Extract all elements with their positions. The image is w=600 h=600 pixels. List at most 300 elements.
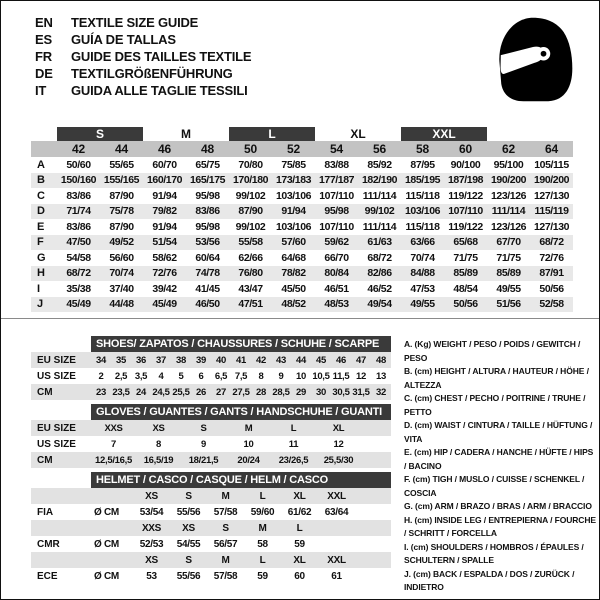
subtable-value-cell: 24,5	[151, 384, 171, 400]
language-code: DE	[35, 66, 53, 81]
measurement-value-cell: 83/86	[186, 204, 229, 220]
measurement-value-cell: 68/72	[367, 251, 392, 264]
language-code: ES	[35, 32, 52, 47]
measurement-value-cell: 99/102	[235, 189, 266, 202]
measurement-row-label: B	[31, 173, 57, 189]
measurement-value-cell: 105/115	[534, 158, 569, 171]
helmet-size-cell: M	[207, 552, 244, 568]
subtable-value-cell: 4	[158, 370, 164, 382]
measurement-value-cell: 70/74	[410, 251, 435, 264]
measurement-value-cell: 66/70	[324, 251, 349, 264]
helmet-value-cell: 54/55	[176, 538, 201, 550]
measurement-row	[31, 219, 573, 235]
subtable-row-label: EU SIZE	[31, 352, 91, 368]
subtable-value-cell: 31,5	[351, 384, 371, 400]
measurement-value-cell: 182/190	[358, 173, 401, 189]
helmet-size-cell: L	[281, 520, 318, 536]
measurement-value-cell: 85/89	[444, 266, 487, 282]
measurement-value-cell: 56/60	[109, 251, 134, 264]
helmet-size-cell	[318, 520, 355, 536]
measurement-value-cell: 64/68	[281, 251, 306, 264]
helmet-value-cell: 57/58	[213, 506, 238, 518]
textile-size-table	[31, 127, 573, 312]
measurement-value-cell: 60/64	[195, 251, 220, 264]
subtable-value-cell: 35	[111, 352, 131, 368]
unit-label: Ø CM	[94, 570, 119, 582]
numeric-size-cell: 64	[530, 141, 573, 157]
subtable-value-cell: 48	[371, 352, 391, 368]
subtable-value-cell: 32	[371, 384, 391, 400]
measurement-value-cell: 99/102	[235, 220, 266, 233]
measurement-value-cell: 46/52	[367, 282, 392, 295]
language-row	[35, 82, 251, 99]
measurement-value-cell: 45/49	[143, 297, 186, 313]
subtable-value-cell: 38	[171, 352, 191, 368]
helmet-value-cell: 55/56	[176, 570, 201, 582]
helmet-value-cell: 58	[257, 538, 268, 550]
measurement-value-cell: 107/110	[444, 204, 487, 220]
measurement-legend	[404, 338, 597, 595]
measurement-value-cell: 49/55	[401, 297, 444, 313]
helmet-value-cell: 63/64	[324, 506, 349, 518]
subtable-label-spacer	[31, 488, 91, 504]
subtable-value-cell: 23,5	[111, 384, 131, 400]
subtable-label-spacer	[31, 336, 91, 352]
subtable-title-bar: GLOVES / GUANTES / GANTS / HANDSCHUHE / GUANTI	[91, 404, 391, 420]
numeric-size-cell: 46	[143, 141, 186, 157]
measurement-value-cell: 83/88	[324, 158, 349, 171]
language-code: IT	[35, 83, 47, 98]
measurement-value-cell: 111/114	[362, 220, 397, 233]
subtable-value-cell: M	[226, 420, 271, 436]
measurement-value-cell: 107/110	[319, 220, 354, 233]
measurement-row	[31, 297, 573, 313]
legend-item: H. (cm) INSIDE LEG / ENTREPIERNA / FOURCHE / SCHRITT / FORCELLA	[404, 514, 596, 538]
subtable-title-bar: SHOES/ ZAPATOS / CHAUSSURES / SCHUHE / SCARPE	[91, 336, 391, 352]
helmet-size-cell: M	[207, 488, 244, 504]
helmet-value-cell: 57/58	[213, 570, 238, 582]
measurement-value-cell: 57/60	[272, 235, 315, 251]
measurement-value-cell: 111/114	[487, 204, 530, 220]
helmet-value-cell: 59	[257, 570, 268, 582]
measurement-value-cell: 119/122	[448, 220, 483, 233]
measurement-value-cell: 78/82	[272, 266, 315, 282]
size-band: S	[57, 127, 143, 141]
subtable-row-label: EU SIZE	[31, 420, 91, 436]
measurement-value-cell: 160/170	[143, 173, 186, 189]
legend-item: E. (cm) HIP / CADERA / HANCHE / HÜFTE / HIPS / BACINO	[404, 447, 594, 471]
subtable-value-cell: 36	[131, 352, 151, 368]
measurement-value-cell: 47/50	[57, 235, 100, 251]
measurement-value-cell: 83/86	[66, 220, 91, 233]
subtable-value-cell: XS	[136, 420, 181, 436]
subtable-row	[31, 368, 391, 384]
language-row	[35, 48, 251, 65]
measurement-row-label: A	[37, 158, 45, 171]
unit-label: Ø CM	[94, 538, 119, 550]
helmet-value-cell: 55/56	[176, 506, 201, 518]
language-label: TEXTILE SIZE GUIDE	[71, 15, 199, 30]
measurement-value-cell: 48/53	[315, 297, 358, 313]
subtable-value-cell: XXS	[91, 420, 136, 436]
subtable-value-cell: 8	[156, 438, 161, 450]
language-title-block	[35, 14, 251, 99]
language-code: FR	[35, 49, 52, 64]
measurement-row-label: E	[37, 220, 45, 233]
helmet-size-row	[31, 520, 391, 536]
measurement-value-cell: 51/56	[487, 297, 530, 313]
filler-cell	[361, 436, 391, 452]
subtable-value-cell: 23	[91, 384, 111, 400]
filler-cell	[355, 568, 391, 584]
filler-cell	[355, 520, 391, 536]
subtable-value-cell: 24	[131, 384, 151, 400]
measurement-value-cell: 70/80	[238, 158, 263, 171]
measurement-value-cell: 115/119	[530, 204, 573, 220]
measurement-row-label: F	[31, 235, 57, 251]
measurement-value-cell: 76/80	[229, 266, 272, 282]
size-band	[31, 127, 57, 141]
helmet-value-cell: 53	[146, 570, 157, 582]
size-band: XL	[350, 127, 366, 141]
legend-item: G. (cm) ARM / BRAZO / BRAS / ARM / BRACCIO	[404, 501, 592, 511]
measurement-value-cell: 45/49	[57, 297, 100, 313]
measurement-value-cell: 95/100	[493, 158, 524, 171]
measurement-value-cell: 150/160	[57, 173, 100, 189]
measurement-row	[31, 281, 573, 297]
subtable-value-cell: S	[181, 420, 226, 436]
legend-item: J. (cm) BACK / ESPALDA / DOS / ZURÜCK / INDIETRO	[404, 568, 575, 592]
subtable-label-spacer	[31, 404, 91, 420]
language-label: GUIDA ALLE TAGLIE TESSILI	[71, 83, 248, 98]
measurement-value-cell: 49/52	[100, 235, 143, 251]
legend-item: C. (cm) CHEST / PECHO / POITRINE / TRUHE / PETTO	[404, 393, 586, 417]
measurement-value-cell: 123/126	[490, 220, 527, 233]
main-table-head	[31, 127, 573, 157]
measurement-value-cell: 68/72	[530, 235, 573, 251]
subtable-label-spacer	[31, 552, 91, 568]
measurement-value-cell: 99/102	[358, 204, 401, 220]
helmet-size-cell: XS	[133, 488, 170, 504]
measurement-row	[31, 250, 573, 266]
measurement-value-cell: 72/76	[143, 266, 186, 282]
unit-spacer	[91, 552, 133, 568]
numeric-size-cell: 60	[444, 141, 487, 157]
measurement-value-cell: 59/62	[315, 235, 358, 251]
helmet-value-row	[31, 568, 391, 584]
legend-item: D. (cm) WAIST / CINTURA / TAILLE / HÜFTUNG / VITA	[404, 420, 593, 444]
helmet-value-row	[31, 504, 391, 520]
subtable-value-cell: 37	[151, 352, 171, 368]
measurement-value-cell: 103/106	[401, 204, 444, 220]
numeric-size-cell: 52	[272, 141, 315, 157]
standard-label: CMR	[31, 536, 91, 552]
measurement-value-cell: 80/84	[315, 266, 358, 282]
helmet-size-cell: XXL	[318, 488, 355, 504]
measurement-value-cell: 39/42	[152, 282, 177, 295]
unit-spacer	[91, 488, 133, 504]
measurement-value-cell: 79/82	[143, 204, 186, 220]
subtable-value-cell: 16,5/19	[136, 452, 181, 468]
numeric-size-cell: 54	[315, 141, 358, 157]
measurement-value-cell: 45/50	[281, 282, 306, 295]
measurement-value-cell: 165/175	[186, 173, 229, 189]
helmet-value-row	[31, 536, 391, 552]
subtable-label-spacer	[31, 472, 91, 488]
measurement-value-cell: 44/48	[100, 297, 143, 313]
subtable-value-cell: 18/21,5	[181, 452, 226, 468]
numeric-size-cell: 44	[100, 141, 143, 157]
subtable-value-cell: 27	[211, 384, 231, 400]
filler-cell	[361, 420, 391, 436]
measurement-value-cell: 127/130	[533, 189, 570, 202]
subtable-value-cell: 28,5	[271, 384, 291, 400]
measurement-value-cell: 52/58	[530, 297, 573, 313]
numeric-size-cell: 56	[358, 141, 401, 157]
measurement-value-cell: 43/47	[238, 282, 263, 295]
helmet-size-cell: XL	[281, 488, 318, 504]
numeric-size-cell: 42	[57, 141, 100, 157]
language-label: TEXTILGRÖßENFÜHRUNG	[71, 66, 233, 81]
subtable-value-cell: XL	[316, 420, 361, 436]
subtable-value-cell: 3,5	[134, 370, 148, 382]
subtable-value-cell: 9	[278, 370, 284, 382]
measurement-row	[31, 235, 573, 251]
subtable-value-cell: 12,5/16,5	[91, 452, 136, 468]
measurement-row-label: J	[31, 297, 57, 313]
measurement-value-cell: 91/94	[152, 189, 177, 202]
measurement-value-cell: 115/118	[405, 220, 440, 233]
helmet-value-cell: 61	[331, 570, 342, 582]
subtable-title-row	[31, 336, 391, 352]
subtable-value-cell: 26	[191, 384, 211, 400]
measurement-row	[31, 157, 573, 173]
measurement-value-cell: 50/60	[66, 158, 91, 171]
subtable-row-label: US SIZE	[31, 368, 91, 384]
filler-cell	[355, 536, 391, 552]
measurement-value-cell: 46/50	[186, 297, 229, 313]
measurement-value-cell: 48/52	[272, 297, 315, 313]
measurement-row-label: I	[37, 282, 41, 295]
subtable-value-cell: 34	[91, 352, 111, 368]
subtable-title-row	[31, 472, 391, 488]
language-code: EN	[35, 15, 53, 30]
subtable-value-cell: 27,5	[231, 384, 251, 400]
measurement-value-cell: 190/200	[487, 173, 530, 189]
measurement-value-cell: 155/165	[100, 173, 143, 189]
unit-spacer	[91, 520, 133, 536]
measurement-value-cell: 68/72	[57, 266, 100, 282]
measurement-value-cell: 72/76	[539, 251, 564, 264]
subtable-row-label: CM	[31, 384, 91, 400]
subtable-value-cell: 47	[351, 352, 371, 368]
language-label: GUIDE DES TAILLES TEXTILE	[71, 49, 252, 64]
language-label: GUÍA DE TALLAS	[71, 32, 176, 47]
measurement-value-cell: 62/66	[238, 251, 263, 264]
measurement-value-cell: 49/54	[358, 297, 401, 313]
subtable-value-cell: 43	[271, 352, 291, 368]
subtable-row	[31, 420, 391, 436]
subtable-value-cell: 20/24	[226, 452, 271, 468]
measurement-row-label: H	[31, 266, 57, 282]
subtable-value-cell: 7	[111, 438, 116, 450]
measurement-value-cell: 127/130	[533, 220, 570, 233]
measurement-value-cell: 173/183	[272, 173, 315, 189]
helmet-size-cell: XXL	[318, 552, 355, 568]
measurement-row	[31, 173, 573, 189]
subtable-value-cell: 10,5	[312, 370, 330, 382]
standard-label: FIA	[31, 504, 91, 520]
measurement-value-cell: 95/98	[315, 204, 358, 220]
measurement-value-cell: 95/98	[195, 189, 220, 202]
filler-cell	[355, 488, 391, 504]
legend-item: F. (cm) TIGH / MUSLO / CUISSE / SCHENKEL / COSCIA	[404, 474, 585, 498]
subtable-value-cell: L	[271, 420, 316, 436]
measurement-value-cell: 61/63	[358, 235, 401, 251]
subtable-value-cell: 6,5	[214, 370, 228, 382]
measurement-value-cell: 50/56	[444, 297, 487, 313]
subtable-value-cell: 23/26,5	[271, 452, 316, 468]
language-row	[35, 31, 251, 48]
helmet-size-row	[31, 488, 391, 504]
measurement-value-cell: 49/55	[496, 282, 521, 295]
measurement-value-cell: 60/70	[152, 158, 177, 171]
measurement-value-cell: 48/54	[453, 282, 478, 295]
measurement-value-cell: 41/45	[195, 282, 220, 295]
helmet-size-cell: S	[170, 488, 207, 504]
helmet-size-cell: XL	[281, 552, 318, 568]
measurement-value-cell: 84/88	[401, 266, 444, 282]
helmet-value-cell	[318, 536, 355, 552]
size-band: L	[229, 127, 315, 141]
subtable-value-cell: 6	[198, 370, 204, 382]
numeric-size-row	[31, 141, 573, 157]
measurement-value-cell: 177/187	[315, 173, 358, 189]
measurement-value-cell: 75/78	[100, 204, 143, 220]
subtable-value-cell: 5	[178, 370, 184, 382]
subtable-value-cell: 30,5	[331, 384, 351, 400]
measurement-value-cell: 115/118	[405, 189, 440, 202]
standard-label: ECE	[31, 568, 91, 584]
subtable-title-bar: HELMET / CASCO / CASQUE / HELM / CASCO	[91, 472, 391, 488]
measurement-value-cell: 107/110	[319, 189, 354, 202]
subtable-title-row	[31, 404, 391, 420]
measurement-row	[31, 204, 573, 220]
numeric-size-cell: 62	[487, 141, 530, 157]
measurement-value-cell: 119/122	[448, 189, 483, 202]
section-divider	[1, 318, 600, 319]
unit-label: Ø CM	[94, 506, 119, 518]
subtable-row	[31, 452, 391, 468]
shoes-size-table	[31, 336, 391, 400]
subtable-value-cell: 40	[211, 352, 231, 368]
measurement-value-cell: 71/75	[496, 251, 521, 264]
measurement-value-cell: 82/86	[358, 266, 401, 282]
measurement-value-cell: 190/200	[530, 173, 573, 189]
measurement-value-cell: 85/92	[367, 158, 392, 171]
measurement-value-cell: 63/66	[401, 235, 444, 251]
subtable-row-label: CM	[31, 452, 91, 468]
helmet-size-cell: L	[244, 488, 281, 504]
subtable-value-cell: 8	[258, 370, 264, 382]
measurement-value-cell: 91/94	[152, 220, 177, 233]
subtable-row-label: US SIZE	[31, 436, 91, 452]
subtable-value-cell: 12	[333, 438, 344, 450]
measurement-value-cell: 53/56	[186, 235, 229, 251]
measurement-value-cell: 55/58	[229, 235, 272, 251]
measurement-value-cell: 103/106	[275, 189, 312, 202]
measurement-value-cell: 67/70	[487, 235, 530, 251]
measurement-value-cell: 47/51	[229, 297, 272, 313]
helmet-value-cell: 61/62	[287, 506, 312, 518]
helmet-size-cell: XS	[170, 520, 207, 536]
subtable-value-cell: 39	[191, 352, 211, 368]
filler-cell	[355, 552, 391, 568]
measurement-value-cell: 65/75	[195, 158, 220, 171]
subtable-value-cell: 44	[291, 352, 311, 368]
subtable-value-cell: 9	[201, 438, 206, 450]
subtable-value-cell: 7,5	[234, 370, 248, 382]
measurement-value-cell: 90/100	[450, 158, 481, 171]
subtable-row	[31, 384, 391, 400]
helmet-size-table	[31, 472, 391, 584]
measurement-value-cell: 35/38	[66, 282, 91, 295]
measurement-value-cell: 85/89	[487, 266, 530, 282]
measurement-value-cell: 47/53	[410, 282, 435, 295]
main-table-body	[31, 157, 573, 312]
measurement-value-cell: 170/180	[229, 173, 272, 189]
subtable-value-cell: 10	[296, 370, 306, 382]
helmet-value-cell: 60	[294, 570, 305, 582]
subtable-row	[31, 436, 391, 452]
measurement-value-cell: 87/91	[530, 266, 573, 282]
measurement-row-label: C	[37, 189, 45, 202]
corner-cell	[31, 141, 57, 157]
helmet-value-cell: 59	[294, 538, 305, 550]
language-row	[35, 65, 251, 82]
measurement-value-cell: 37/40	[109, 282, 134, 295]
subtable-value-cell: 13	[376, 370, 386, 382]
subtable-label-spacer	[31, 520, 91, 536]
subtable-value-cell: 2,5	[114, 370, 128, 382]
measurement-value-cell: 75/85	[281, 158, 306, 171]
racing-helmet-icon	[488, 11, 576, 107]
filler-cell	[355, 504, 391, 520]
legend-item: A. (Kg) WEIGHT / PESO / POIDS / GEWITCH / PESO	[404, 339, 581, 363]
measurement-value-cell: 87/95	[410, 158, 435, 171]
helmet-size-cell: S	[170, 552, 207, 568]
subtable-value-cell: 25,5	[171, 384, 191, 400]
measurement-row-label: D	[31, 204, 57, 220]
language-row	[35, 14, 251, 31]
subtable-value-cell: 41	[231, 352, 251, 368]
measurement-value-cell: 65/68	[444, 235, 487, 251]
measurement-value-cell: 87/90	[109, 220, 134, 233]
measurement-value-cell: 46/51	[324, 282, 349, 295]
measurement-value-cell: 95/98	[195, 220, 220, 233]
measurement-value-cell: 74/78	[186, 266, 229, 282]
measurement-row	[31, 188, 573, 204]
gloves-size-table	[31, 404, 391, 468]
subtable-value-cell: 42	[251, 352, 271, 368]
subtable-value-cell: 11	[288, 438, 299, 450]
legend-item: I. (cm) SHOULDERS / HOMBROS / ÉPAULES / SCHULTERN / SPALLE	[404, 541, 584, 565]
numeric-size-cell: 58	[401, 141, 444, 157]
measurement-value-cell: 187/198	[444, 173, 487, 189]
numeric-size-cell: 50	[229, 141, 272, 157]
subtable-value-cell: 29	[291, 384, 311, 400]
size-band	[487, 127, 530, 141]
